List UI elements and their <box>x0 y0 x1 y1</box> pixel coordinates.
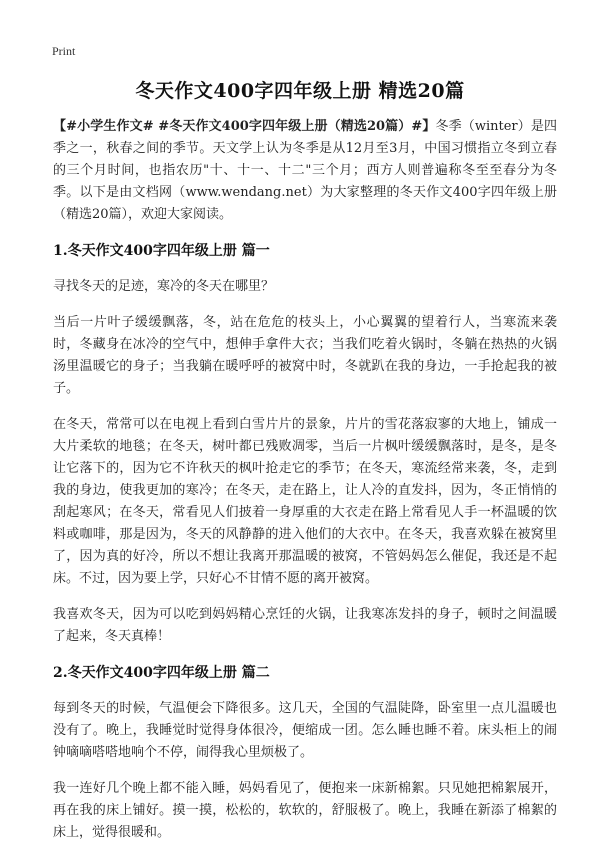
section-1-paragraph-3: 在冬天，常常可以在电视上看到白雪片片的景象，片片的雪花落寂寥的大地上，铺成一大片柔软的地毯；在冬天，树叶都已残败凋零，当后一片枫叶缓缓飘落时，是冬，是冬让它落下的，因为它不许秋天的枫叶抢走它的季节；在冬天，寒流经常来袭，冬，走到我的身边，使我更加的寒冷；在冬天，走在路上，让人冷的直发抖，因为，冬正悄悄的刮起寒风；在冬天，常看见人们披着一身厚重的大衣走在路上常看见人手一杯温暖的饮料或咖啡，那是因为，冬天的风静静的进入他们的大衣中。在冬天，我喜欢躲在被窝里了，因为真的好冷，所以不想让我离开那温暖的被窝，不管妈妈怎么催促，我还是不起床。不过，因为要上学，只好心不甘情不愿的离开被窝。 <box>53 417 557 586</box>
section-1-paragraph-4: 我喜欢冬天，因为可以吃到妈妈精心烹饪的火锅，让我寒冻发抖的身子，顿时之间温暖了起来，冬天真棒！ <box>53 607 557 644</box>
section-heading-2: 2.冬天作文400字四年级上册 篇二 <box>53 665 270 681</box>
section-2-paragraph-1: 每到冬天的时候，气温便会下降很多。这几天，全国的气温陡降，卧室里一点儿温暖也没有了。晚上，我睡觉时觉得身体很冷，便缩成一团。怎么睡也睡不着。床头柜上的闹钟嘀嘀嗒嗒地响个不停，闹得我心里烦极了。 <box>53 701 557 760</box>
page-title: 冬天作文400字四年级上册 精选20篇 <box>135 80 465 102</box>
intro-lead: 【#小学生作文# #冬天作文400字四年级上册（精选20篇）#】 <box>53 119 436 134</box>
article-body <box>53 116 557 858</box>
intro-text: 冬季（winter）是四季之一，秋春之间的季节。天文学上认为冬季是从12月至3月，中国习惯指立冬到立春的三个月时间，也指农历"十、十一、十二"三个月；西方人则普遍称冬至至春分为冬季。以下是由文档网（www.wendang.net）为大家整理的冬天作文400字四年级上册（精选20篇），欢迎大家阅读。 <box>53 119 557 222</box>
section-2-paragraph-2: 我一连好几个晚上都不能入睡，妈妈看见了，便抱来一床新棉絮。只见她把棉絮展开，再在我的床上铺好。摸一摸，松松的，软软的，舒服极了。晚上，我睡在新添了棉絮的床上，觉得很暖和。 <box>53 781 557 840</box>
section-1-paragraph-2: 当后一片叶子缓缓飘落，冬，站在危危的枝头上，小心翼翼的望着行人，当寒流来袭时，冬藏身在冰冷的空气中，想伸手拿件大衣；当我们吃着火锅时，冬躺在热热的火锅汤里温暖它的身子；当我躺在暖呼呼的被窝中时，冬就趴在我的身边，一手抢起我的被子。 <box>53 315 557 396</box>
section-1-paragraph-1: 寻找冬天的足迹，寒冷的冬天在哪里？ <box>53 279 275 294</box>
print-link[interactable]: Print <box>52 44 76 58</box>
intro-paragraph <box>53 116 557 226</box>
section-heading-1: 1.冬天作文400字四年级上册 篇一 <box>53 243 270 259</box>
